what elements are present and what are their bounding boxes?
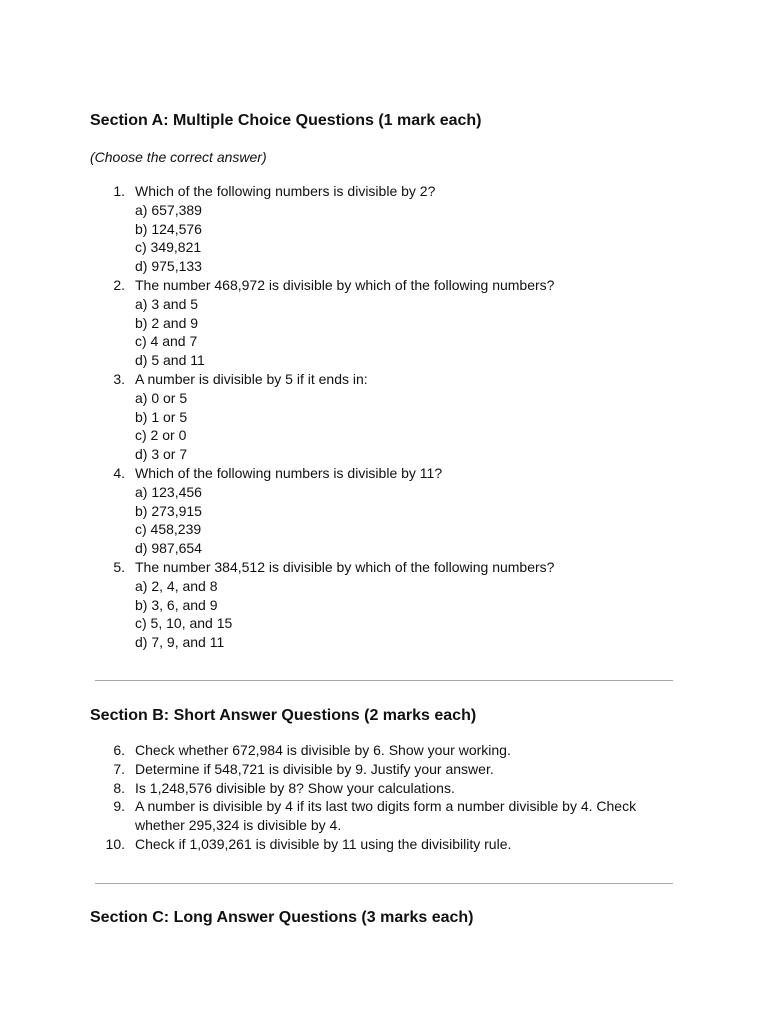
question-text: Check whether 672,984 is divisible by 6. Show your working. bbox=[135, 742, 511, 758]
option-b: b) 273,915 bbox=[135, 502, 202, 519]
option-d: d) 5 and 11 bbox=[135, 352, 205, 369]
section-a-instruction: (Choose the correct answer) bbox=[90, 149, 267, 165]
question-text: A number is divisible by 5 if it ends in: bbox=[135, 370, 368, 387]
question-text: Determine if 548,721 is divisible by 9. Justify your answer. bbox=[135, 760, 494, 777]
question-text: The number 384,512 is divisible by which of the following numbers? bbox=[135, 558, 555, 575]
mcq-question-3 bbox=[0, 370, 655, 464]
option-c: c) 2 or 0 bbox=[135, 427, 187, 444]
question-number: 2. bbox=[113, 276, 125, 293]
option-c: c) 4 and 7 bbox=[135, 333, 198, 350]
option-b: b) 3, 6, and 9 bbox=[135, 596, 218, 613]
option-a: a) 123,456 bbox=[135, 483, 202, 500]
question-number: 5. bbox=[113, 558, 125, 575]
option-a: a) 3 and 5 bbox=[135, 295, 199, 312]
question-number: 9. bbox=[113, 798, 125, 815]
mcq-question-list bbox=[0, 182, 655, 652]
option-d: d) 7, 9, and 11 bbox=[135, 634, 225, 651]
question-number: 4. bbox=[113, 464, 125, 481]
option-b: b) 1 or 5 bbox=[135, 408, 188, 425]
mcq-question-5 bbox=[0, 558, 655, 652]
mcq-question-1 bbox=[0, 182, 655, 276]
option-c: c) 458,239 bbox=[135, 521, 202, 538]
option-c: c) 5, 10, and 15 bbox=[135, 615, 233, 632]
question-number: 7. bbox=[113, 760, 125, 777]
option-a: a) 0 or 5 bbox=[135, 389, 188, 406]
question-number: 6. bbox=[113, 742, 125, 758]
option-b: b) 124,576 bbox=[135, 220, 202, 237]
short-answer-question-list bbox=[0, 741, 655, 854]
question-number: 10. bbox=[105, 835, 125, 852]
option-d: d) 3 or 7 bbox=[135, 446, 188, 463]
option-b: b) 2 and 9 bbox=[135, 314, 199, 331]
section-a-title: Section A: Multiple Choice Questions (1 mark each) bbox=[90, 112, 482, 129]
question-text: Which of the following numbers is divisible by 2? bbox=[135, 183, 436, 199]
question-text: The number 468,972 is divisible by which of the following numbers? bbox=[135, 276, 555, 293]
short-question-7 bbox=[0, 760, 655, 779]
question-number: 1. bbox=[113, 183, 125, 199]
section-c-title: Section C: Long Answer Questions (3 marks each) bbox=[90, 909, 474, 926]
option-d: d) 975,133 bbox=[135, 258, 202, 275]
short-question-8 bbox=[0, 779, 655, 798]
section-divider bbox=[95, 883, 673, 884]
option-a: a) 2, 4, and 8 bbox=[135, 577, 218, 594]
section-divider bbox=[95, 680, 673, 681]
mcq-question-2 bbox=[0, 276, 655, 370]
question-number: 3. bbox=[113, 370, 125, 387]
short-question-10 bbox=[0, 835, 655, 854]
option-a: a) 657,389 bbox=[135, 201, 202, 218]
question-number: 8. bbox=[113, 779, 125, 796]
question-text: A number is divisible by 4 if its last two digits form a number divisible by 4. Check whether 295,324 is divisible by 4. bbox=[135, 798, 637, 834]
question-text: Check if 1,039,261 is divisible by 11 using the divisibility rule. bbox=[135, 835, 512, 852]
mcq-question-4 bbox=[0, 464, 655, 558]
question-text: Is 1,248,576 divisible by 8? Show your calculations. bbox=[135, 779, 455, 796]
short-question-9 bbox=[0, 797, 655, 835]
option-d: d) 987,654 bbox=[135, 540, 202, 557]
option-c: c) 349,821 bbox=[135, 239, 202, 256]
question-text: Which of the following numbers is divisible by 11? bbox=[135, 464, 443, 481]
short-question-6 bbox=[0, 741, 655, 760]
section-b-title: Section B: Short Answer Questions (2 marks each) bbox=[90, 707, 477, 724]
